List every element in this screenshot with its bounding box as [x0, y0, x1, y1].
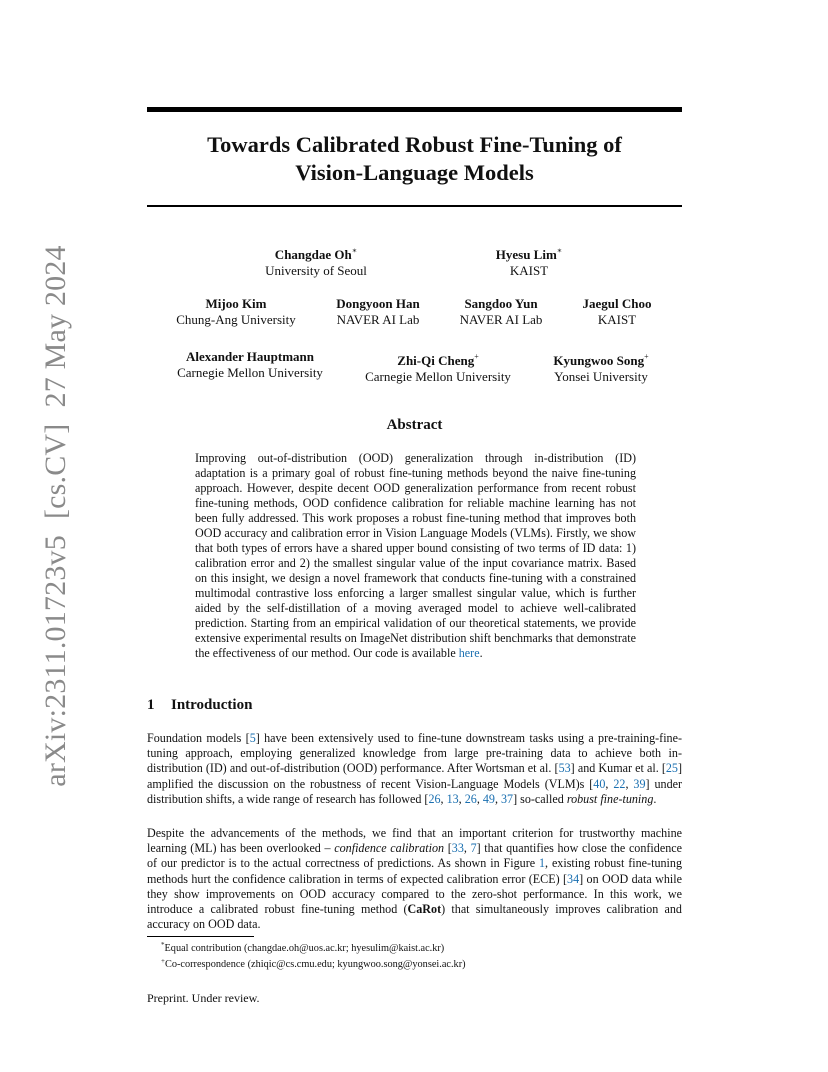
footnotes: [147, 939, 682, 971]
abstract-body: Improving out-of-distribution (OOD) generalization through in-distribution (ID) adaptation is a primary goal of robust fine-tuning methods beyond the naive fine-tuning approach. However, despite decent OOD generalization performance from recent robust fine-tuning methods, OOD confidence calibration for reliable machine learning has not been fully addressed. This work proposes a robust fine-tuning method that improves both OOD accuracy and calibration error in Vision Language Models (VLMs). Firstly, we show that both types of errors have a shared upper bound consisting of two terms of ID data: 1) calibration error and 2) the smallest singular value of the input covariance matrix. Based on this insight, we design a novel framework that conducts fine-tuning with a constrained multimodal contrastive loss enforcing a larger smallest singular value, which is further aided by the self-distillation of a moving averaged model to achieve well-calibrated prediction. Starting from an empirical validation of our theoretical statements, we provide extensive experimental results on ImageNet distribution shift benchmarks that demonstrate the effectiveness of our method. Our code is available here.: [195, 451, 636, 660]
author-affiliation: Chung-Ang University: [176, 312, 296, 327]
author-affiliation: Carnegie Mellon University: [365, 369, 511, 384]
title-line-2: Vision-Language Models: [295, 160, 534, 185]
abstract-heading: Abstract: [386, 417, 443, 433]
citation-link[interactable]: 33: [451, 841, 464, 856]
citation-link[interactable]: 49: [482, 791, 495, 806]
author-affiliation: Carnegie Mellon University: [177, 365, 323, 380]
author-block: [177, 349, 323, 381]
author-affiliation: KAIST: [509, 263, 549, 278]
author-block: [460, 296, 543, 328]
emphasis: robust fine-tuning: [566, 791, 654, 806]
citation-link[interactable]: 13: [446, 791, 459, 806]
paper-title: [147, 131, 682, 187]
citation-link[interactable]: 25: [665, 761, 678, 776]
author-affiliation: KAIST: [597, 312, 637, 327]
intro-paragraph-1: Foundation models [5] have been extensively used to fine-tune downstream tasks using a pre-training-fine-tuning approach, employing generalized knowledge from large pre-training data to achieve both in-distribution (ID) and out-of-distribution (OOD) performance. After Wortsman et al. [53] and Kumar et al. [25] amplified the discussion on the robustness of recent Vision-Language Models (VLM)s [40, 22, 39] under distribution shifts, a wide range of research has followed [26, 13, 26, 49, 37] so-called robust fine-tuning.: [147, 731, 683, 806]
arxiv-category: [cs.CV]: [39, 423, 72, 520]
author-affiliation: NAVER AI Lab: [336, 312, 420, 327]
author-affiliation: NAVER AI Lab: [459, 312, 543, 327]
author-block: [553, 349, 648, 385]
author-mark: ∗: [556, 246, 563, 255]
figure-link[interactable]: 1: [538, 856, 546, 871]
author-mark: +: [644, 352, 649, 361]
author-block: [365, 349, 511, 385]
citation-link[interactable]: 7: [470, 841, 477, 856]
author-mark: ∗: [351, 246, 358, 255]
footnote: *Equal contribution (changdae.oh@uos.ac.kr; hyesulim@kaist.ac.kr): [161, 941, 445, 954]
preprint-note: Preprint. Under review.: [147, 991, 260, 1005]
citation-link[interactable]: 37: [501, 791, 514, 806]
citation-link[interactable]: 53: [558, 761, 571, 776]
author-block: [336, 296, 419, 328]
emphasis: confidence calibration: [334, 841, 445, 856]
author-name: Zhi-Qi Cheng: [397, 353, 475, 368]
arxiv-identifier: [39, 245, 73, 786]
author-block: [583, 296, 652, 328]
footnote: +Co-correspondence (zhiqic@cs.cmu.edu; kyungwoo.song@yonsei.ac.kr): [161, 957, 466, 970]
author-name: Mijoo Kim: [205, 296, 267, 311]
title-rule: [147, 205, 682, 207]
arxiv-date: 27 May 2024: [39, 245, 72, 408]
author-block: [496, 243, 562, 279]
section-number: 1: [147, 697, 155, 713]
intro-paragraph-2: Despite the advancements of the methods, we find that an important criterion for trustworthy machine learning (ML) has been overlooked – confidence calibration [33, 7] that quantifies how close the confidence of our predictor is to the actual correctness of predictions. As shown in Figure 1, existing robust fine-tuning methods hurt the confidence calibration in terms of expected calibration error (ECE) [34] on OOD data while they show improvements on OOD accuracy compared to the zero-shot performance. In this work, we introduce a calibrated robust fine-tuning method (CaRot) that simultaneously improves calibration and accuracy on OOD data.: [147, 826, 682, 932]
footnote-rule: [147, 936, 254, 937]
author-mark: +: [474, 352, 479, 361]
citation-link[interactable]: 26: [428, 791, 441, 806]
method-name: CaRot: [407, 902, 442, 917]
title-line-1: Towards Calibrated Robust Fine-Tuning of: [207, 132, 622, 157]
citation-link[interactable]: 26: [464, 791, 477, 806]
author-block: [176, 296, 296, 328]
abstract-text: Improving out-of-distribution (OOD) generalization through in-distribution (ID) adaptation is a primary goal of robust fine-tuning methods beyond the naive fine-tuning approach. However, despite decent OOD generalization performance from recent robust fine-tuning methods, OOD confidence calibration for reliable machine learning has not been fully addressed. This work proposes a robust fine-tuning method that improves both OOD accuracy and calibration error in Vision Language Models (VLMs). Firstly, we show that both types of errors have a shared upper bound consisting of two terms of ID data: 1) calibration error and 2) the smallest singular value of the input covariance matrix. Based on this insight, we design a novel framework that conducts fine-tuning with a constrained multimodal contrastive loss enforcing a larger smallest singular value, which is further aided by the self-distillation of a moving averaged model to achieve well-calibrated prediction. Starting from an empirical validation of our theoretical statements, we provide extensive experimental results on ImageNet distribution shift benchmarks that demonstrate the effectiveness of our method. Our code is available: [195, 451, 636, 660]
author-name: Changdae Oh: [274, 247, 352, 262]
author-affiliation: University of Seoul: [265, 263, 367, 278]
citation-link[interactable]: 22: [613, 776, 626, 791]
top-rule: [147, 107, 682, 112]
author-name: Sangdoo Yun: [464, 296, 538, 311]
arxiv-id: arXiv:2311.01723v5: [39, 535, 72, 787]
author-name: Jaegul Choo: [582, 296, 652, 311]
author-block: [265, 243, 367, 279]
section-title: Introduction: [171, 697, 253, 713]
author-name: Dongyoon Han: [336, 296, 420, 311]
citation-link[interactable]: 5: [249, 731, 256, 745]
code-link[interactable]: here: [458, 646, 480, 660]
citation-link[interactable]: 40: [593, 776, 606, 791]
section-heading: [147, 697, 252, 714]
author-name: Alexander Hauptmann: [186, 349, 314, 364]
citation-link[interactable]: 34: [567, 871, 580, 886]
author-affiliation: Yonsei University: [554, 369, 648, 384]
author-name: Hyesu Lim: [495, 247, 557, 262]
citation-link[interactable]: 39: [633, 776, 646, 791]
author-name: Kyungwoo Song: [553, 353, 645, 368]
